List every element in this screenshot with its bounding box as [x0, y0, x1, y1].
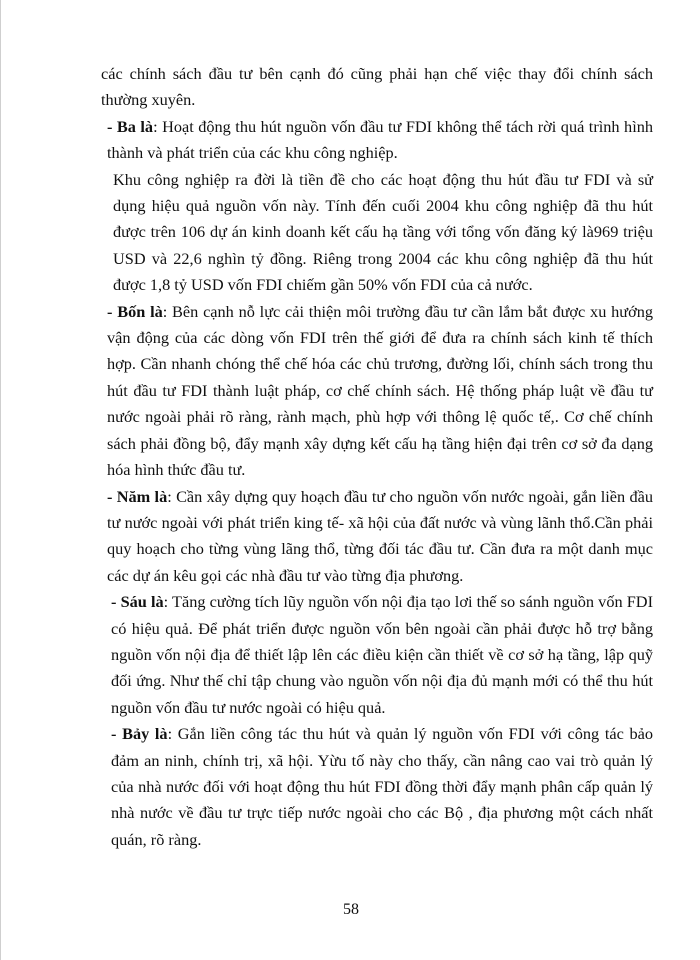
paragraph-bon-la: - Bốn là: Bên cạnh nỗ lực cải thiện môi trường đầu tư cần lắm bắt được xu hướng vận động của các dòng vốn FDI trên thế giới để đưa ra chính sách kinh tế thích hợp. Cần nhanh chóng thể chế hóa các chủ trương, đường lối, chính sách trong thu hút đầu tư FDI thành luật pháp, cơ chế chính sách. Hệ thống pháp luật về đầu tư nước ngoài phải rõ ràng, rành mạch, phù hợp với thông lệ quốc tế,. Cơ chế chính sách phải đồng bộ, đẩy mạnh xây dựng kết cấu hạ tầng hiện đại trên cơ sở đa dạng hóa hình thức đầu tư. [107, 301, 653, 480]
paragraph-continuation: các chính sách đầu tư bên cạnh đó cũng phải hạn chế việc thay đổi chính sách thường xuyên. [101, 64, 653, 110]
paragraph-ba-la: - Ba là: Hoạt động thu hút nguồn vốn đầu tư FDI không thể tách rời quá trình hình thành và phát triển của các khu công nghiệp. [107, 116, 653, 163]
point-label: - Bốn là [107, 301, 163, 321]
point-label: - Ba là [107, 116, 154, 136]
paragraph-khu-cong-nghiep: Khu công nghiệp ra đời là tiền đề cho các hoạt động thu hút đầu tư FDI và sử dụng hiệu quả nguồn vốn này. Tính đến cuối 2004 khu công nghiệp đã thu hút được trên 106 dự án kinh doanh kết cấu hạ tầng với tổng vốn đăng ký là969 triệu USD và 22,6 nghìn tỷ đồng. Riêng trong 2004 các khu công nghiệp đã thu hút được 1,8 tỷ USD vốn FDI chiếm gần 50% vốn FDI của cả nước. [113, 169, 653, 295]
body-text [101, 61, 653, 853]
paragraph-sau-la: - Sáu là: Tăng cường tích lũy nguồn vốn nội địa tạo lơi thế so sánh nguồn vốn FDI có hiệu quả. Để phát triển được nguồn vốn bên ngoài cần phải được hỗ trợ bằng nguồn vốn nội địa để thiết lập lên các điều kiện cần thiết về cơ sở hạ tầng, lập quỹ đối ứng. Như thế chỉ tập chung vào nguồn vốn nội địa đủ mạnh mới có thể thu hút nguồn vốn đầu tư nước ngoài có hiệu quả. [111, 592, 653, 717]
point-label: - Bảy là [111, 724, 168, 744]
paragraph-nam-la: - Năm là: Cần xây dựng quy hoạch đầu tư cho nguồn vốn nước ngoài, gắn liền đầu tư nước ngoài với phát triển king tế- xã hội của đất nước và vùng lãnh thổ.Cần phải quy hoạch cho từng vùng lãng thổ, từng đối tác đầu tư. Cần đưa ra một danh mục các dự án kêu gọi các nhà đầu tư vào từng địa phương. [107, 486, 653, 585]
point-label: - Sáu là [111, 592, 164, 612]
page-number: 58 [343, 901, 359, 918]
paragraph-bay-la: - Bảy là: Gắn liền công tác thu hút và quản lý nguồn vốn FDI với công tác bảo đảm an ninh, chính trị, xã hội. Yừu tố này cho thấy, cần nâng cao vai trò quản lý của nhà nước đối với hoạt động thu hút FDI đồng thời đẩy mạnh phân cấp quản lý nhà nước về đầu tư trực tiếp nước ngoài cho các Bộ , địa phương một cách nhất quán, rõ ràng. [111, 724, 653, 849]
point-label: - Năm là [107, 486, 168, 506]
